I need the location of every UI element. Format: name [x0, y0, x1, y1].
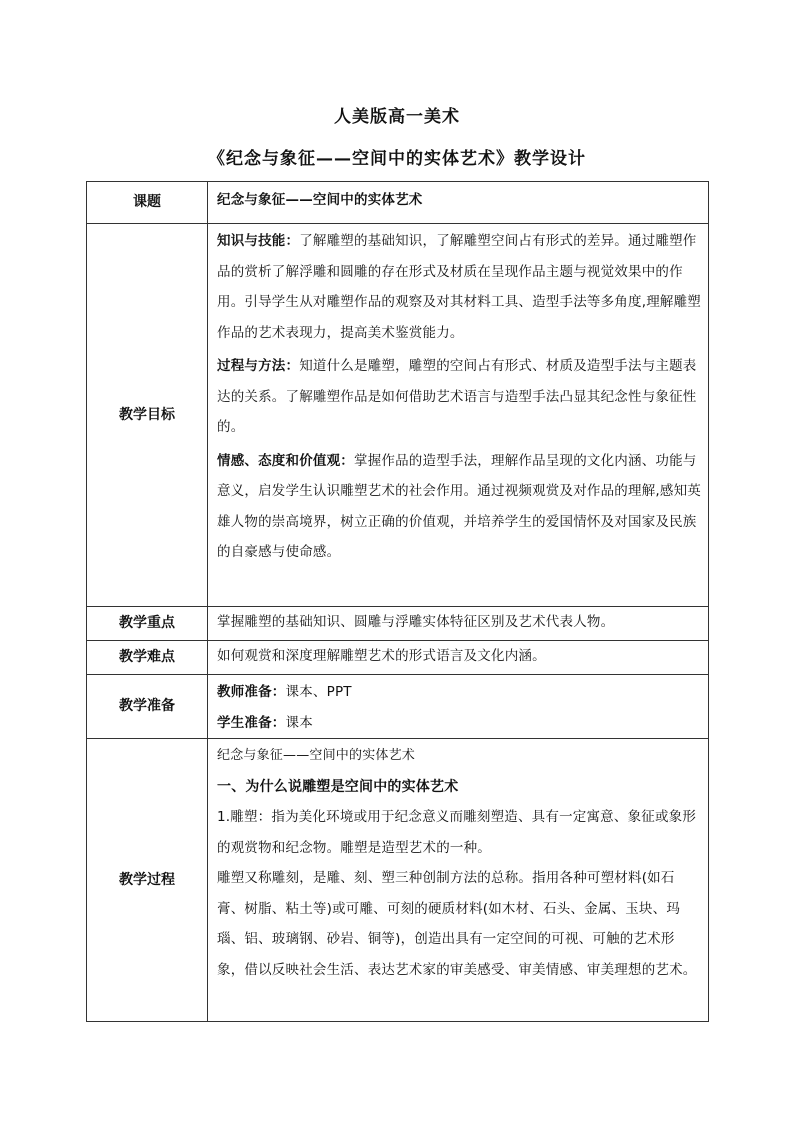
goals-label: 教学目标	[87, 224, 208, 607]
goals-content	[208, 224, 709, 607]
goal-process-label: 过程与方法：	[217, 358, 300, 374]
table-row-topic	[87, 182, 709, 224]
preparation-label: 教学准备	[87, 675, 208, 739]
student-prep	[217, 708, 701, 739]
goal-knowledge-label: 知识与技能：	[217, 233, 300, 249]
process-content	[208, 739, 709, 1022]
topic-label: 课题	[87, 182, 208, 224]
table-row-goals	[87, 224, 709, 607]
teacher-prep-value: 课本、PPT	[285, 684, 352, 700]
goal-emotion-text: 掌握作品的造型手法，理解作品呈现的文化内涵、功能与意义，启发学生认识雕塑艺术的社会作用。通过视频观赏及对作品的理解,感知英雄人物的崇高境界，树立正确的价值观，并培养学生的爱国情怀及对国家及民族的自豪感与使命感。	[217, 452, 701, 560]
document-title-lesson: 《纪念与象征——空间中的实体艺术》教学设计	[208, 149, 586, 169]
teacher-prep-label: 教师准备：	[217, 684, 286, 700]
goal-knowledge	[217, 226, 701, 348]
student-prep-value: 课本	[285, 714, 313, 731]
student-prep-label: 学生准备：	[217, 714, 286, 731]
process-section-heading: 一、为什么说雕塑是空间中的实体艺术	[217, 778, 459, 795]
table-row-preparation	[87, 675, 709, 739]
difficulties-value: 如何观赏和深度理解雕塑艺术的形式语言及文化内涵。	[208, 641, 709, 675]
process-lesson-title: 纪念与象征——空间中的实体艺术	[217, 748, 416, 763]
goal-knowledge-text: 了解雕塑的基础知识，了解雕塑空间占有形式的差异。通过雕塑作品的赏析了解浮雕和圆雕的存在形式及材质在呈现作品主题与视觉效果中的作用。引导学生从对雕塑作品的观察及对其材料工具、造型手法等多角度,理解雕塑作品的艺术表现力，提高美术鉴赏能力。	[217, 233, 701, 341]
key-points-value: 掌握雕塑的基础知识、圆雕与浮雕实体特征区别及艺术代表人物。	[208, 607, 709, 641]
table-row-difficulties	[87, 641, 709, 675]
preparation-content	[208, 675, 709, 739]
difficulties-label: 教学难点	[87, 641, 208, 675]
goal-process	[217, 351, 701, 443]
table-row-key-points	[87, 607, 709, 641]
process-paragraph-2: 雕塑又称雕刻，是雕、刻、塑三种创制方法的总称。指用各种可塑材料(如石膏、树脂、粘土等)或可雕、可刻的硬质材料(如木材、石头、金属、玉块、玛瑙、铝、玻璃钢、砂岩、铜等)，创造出具有一定空间的可视、可触的艺术形象，借以反映社会生活、表达艺术家的审美感受、审美情感、审美理想的艺术。	[217, 870, 697, 978]
lesson-plan-table	[86, 181, 709, 1022]
goal-emotion	[217, 446, 701, 568]
table-row-process	[87, 739, 709, 1022]
document-title-grade: 人美版高一美术	[334, 107, 460, 127]
topic-value: 纪念与象征——空间中的实体艺术	[208, 182, 709, 224]
key-points-label: 教学重点	[87, 607, 208, 641]
process-label: 教学过程	[87, 739, 208, 1022]
goal-process-text: 知道什么是雕塑，雕塑的空间占有形式、材质及造型手法与主题表达的关系。了解雕塑作品是如何借助艺术语言与造型手法凸显其纪念性与象征性的。	[217, 358, 697, 435]
teacher-prep	[217, 677, 701, 708]
goal-emotion-label: 情感、态度和价值观：	[217, 452, 354, 469]
process-paragraph-1: 1.雕塑：指为美化环境或用于纪念意义而雕刻塑造、具有一定寓意、象征或象形的观赏物和纪念物。雕塑是造型艺术的一种。	[217, 809, 697, 856]
